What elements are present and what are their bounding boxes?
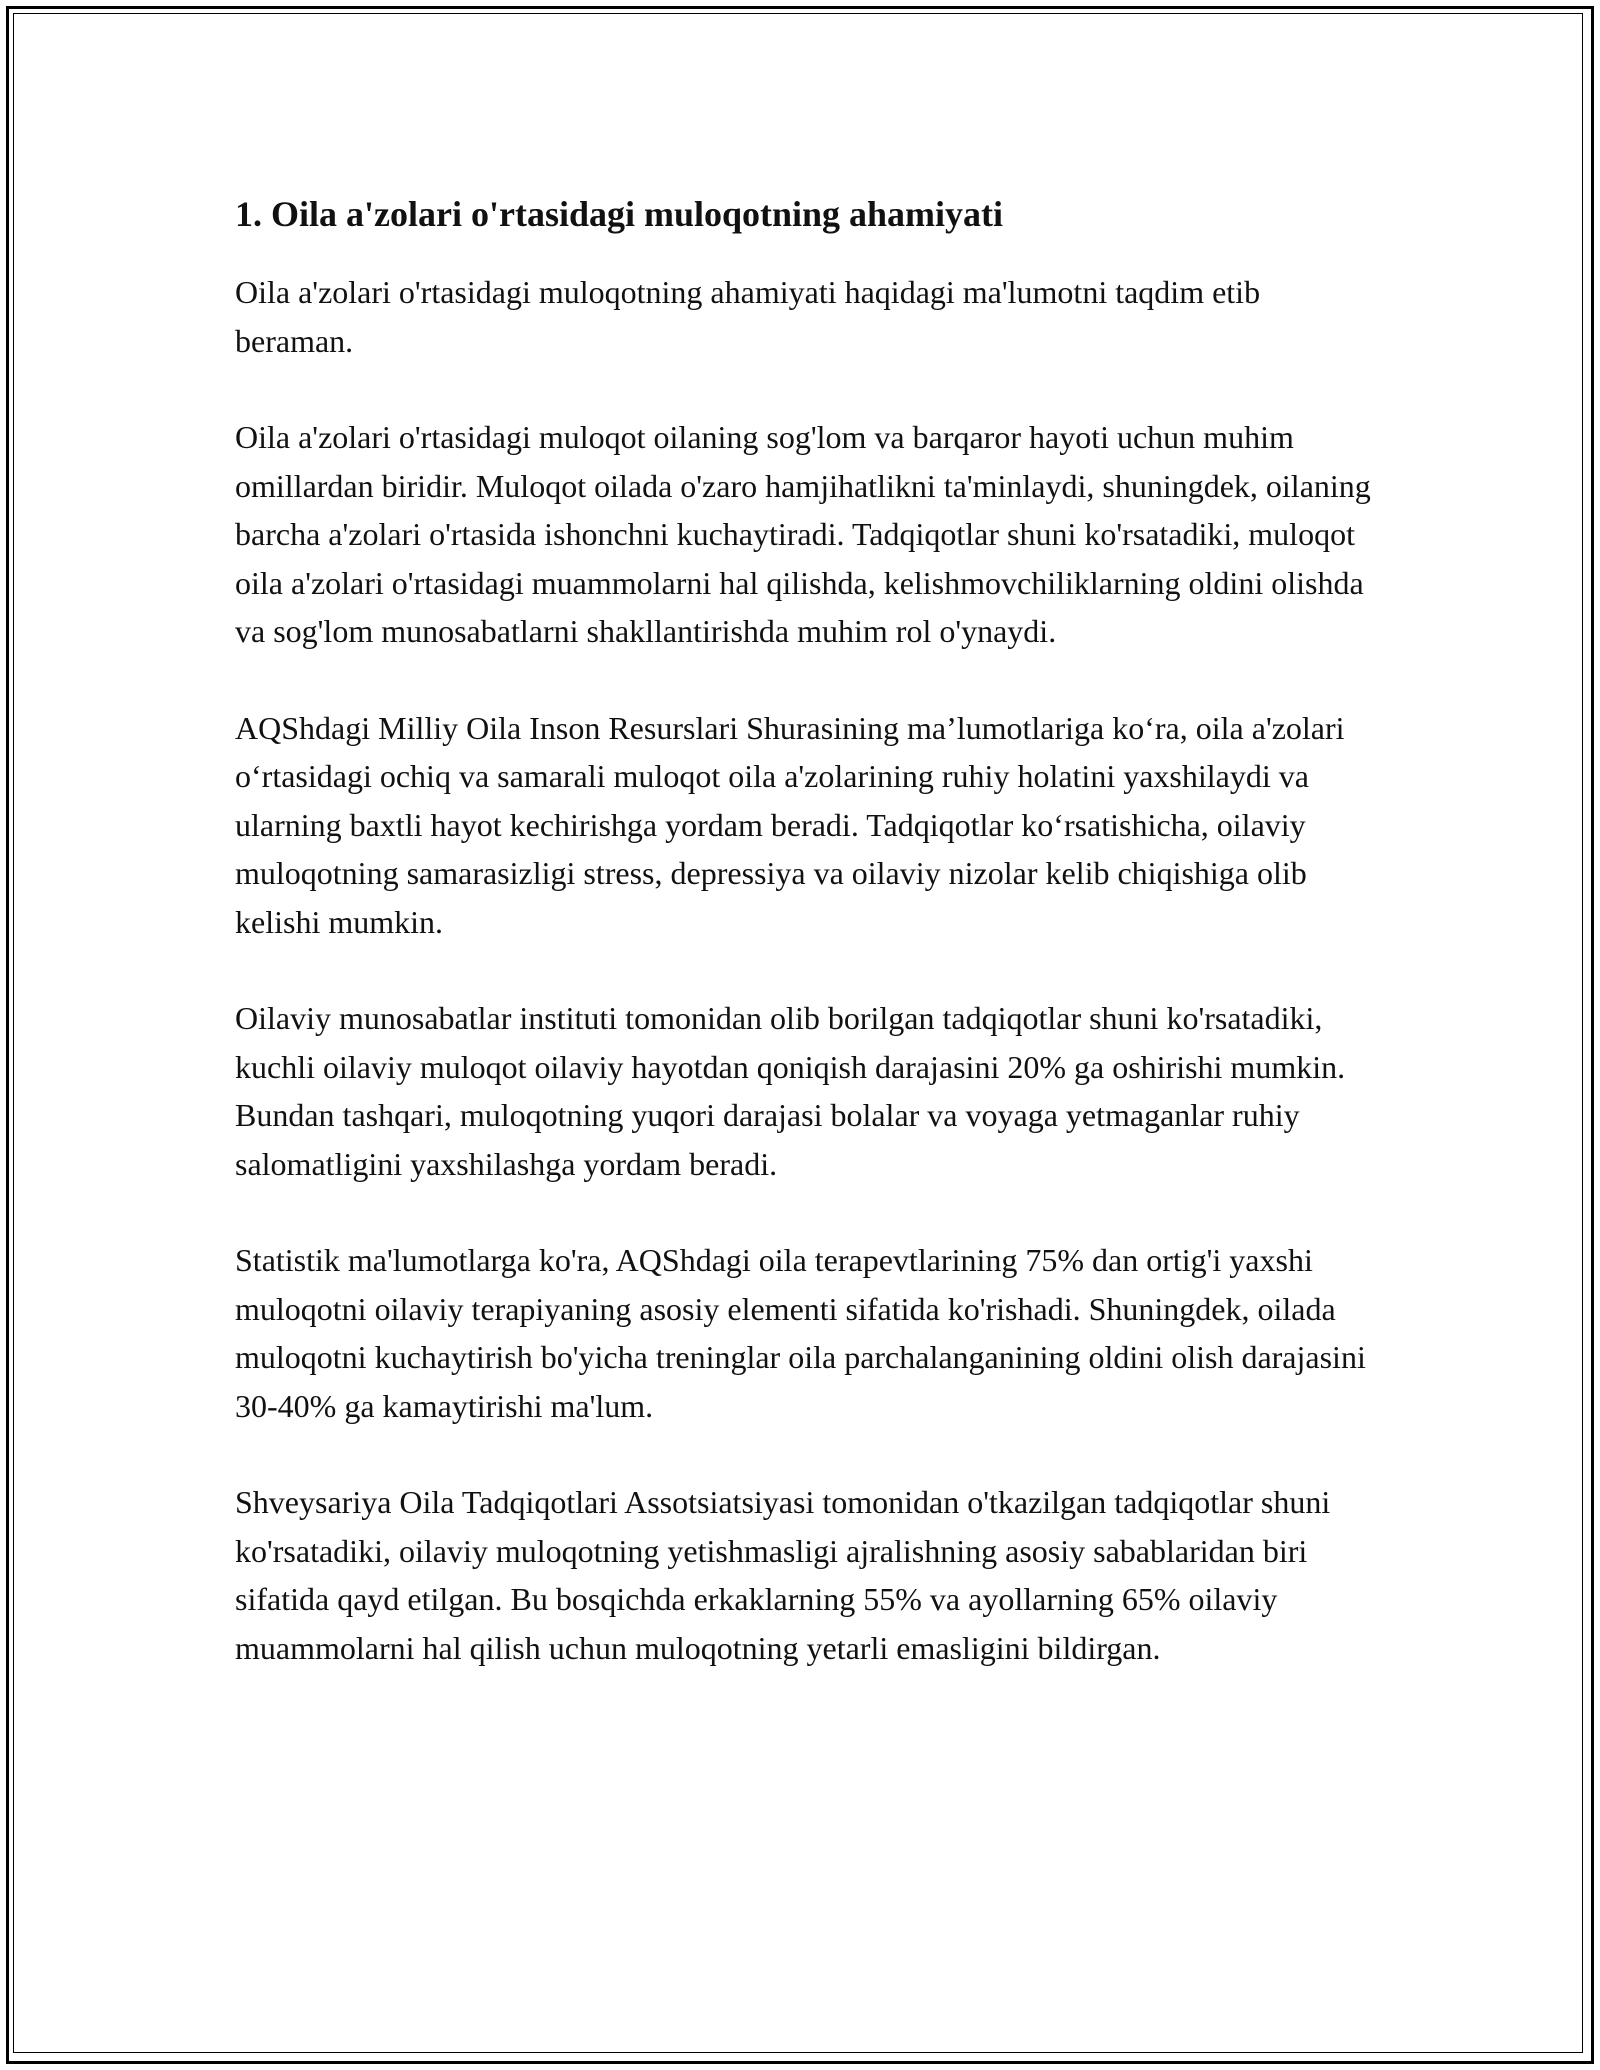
paragraph-intro: Oila a'zolari o'rtasidagi muloqotning ahamiyati haqidagi ma'lumotni taqdim etib beraman. (235, 274, 1261, 359)
section-heading: 1. Oila a'zolari o'rtasidagi muloqotning ahamiyati (235, 194, 1004, 234)
paragraph-statistics: Statistik ma'lumotlarga ko'ra, AQShdagi oila terapevtlarining 75% dan ortig'i yaxshi muloqotni oilaviy terapiyaning asosiy elementi sifatida ko'rishadi. Shuningdek, oilada muloqotni kuchaytirish bo'yicha treninglar oila parchalanganining oldini olish darajasini 30-40% ga kamaytirishi ma'lum. (235, 1242, 1366, 1424)
paragraph-importance: Oila a'zolari o'rtasidagi muloqot oilaning sog'lom va barqaror hayoti uchun muhim omillardan biridir. Muloqot oilada o'zaro hamjihatlikni ta'minlaydi, shuningdek, oilaning barcha a'zolari o'rtasida ishonchni kuchaytiradi. Tadqiqotlar shuni ko'rsatadiki, muloqot oila a'zolari o'rtasidagi muammolarni hal qilishda, kelishmovchiliklarning oldini olishda va sog'lom munosabatlarni shakllantirishda muhim rol o'ynaydi. (235, 419, 1371, 649)
document-body (235, 190, 1375, 1720)
paragraph-switzerland: Shveysariya Oila Tadqiqotlari Assotsiatsiyasi tomonidan o'tkazilgan tadqiqotlar shuni ko'rsatadiki, oilaviy muloqotning yetishmasligi ajralishning asosiy sabablaridan biri sifatida qayd etilgan. Bu bosqichda erkaklarning 55% va ayollarning 65% oilaviy muammolarni hal qilish uchun muloqotning yetarli emasligini bildirgan. (235, 1484, 1331, 1666)
paragraph-institute-research: Oilaviy munosabatlar instituti tomonidan olib borilgan tadqiqotlar shuni ko'rsatadiki, kuchli oilaviy muloqot oilaviy hayotdan qoniqish darajasini 20% ga oshirishi mumkin. Bundan tashqari, muloqotning yuqori darajasi bolalar va voyaga yetmaganlar ruhiy salomatligini yaxshilashga yordam beradi. (235, 1000, 1346, 1182)
paragraph-usa-council: AQShdagi Milliy Oila Inson Resurslari Shurasining ma’lumotlariga ko‘ra, oila a'zolari o‘rtasidagi ochiq va samarali muloqot oila a'zolarining ruhiy holatini yaxshilaydi va ularning baxtli hayot kechirishga yordam beradi. Tadqiqotlar ko‘rsatishicha, oilaviy muloqotning samarasizligi stress, depressiya va oilaviy nizolar kelib chiqishiga olib kelishi mumkin. (235, 709, 1345, 940)
